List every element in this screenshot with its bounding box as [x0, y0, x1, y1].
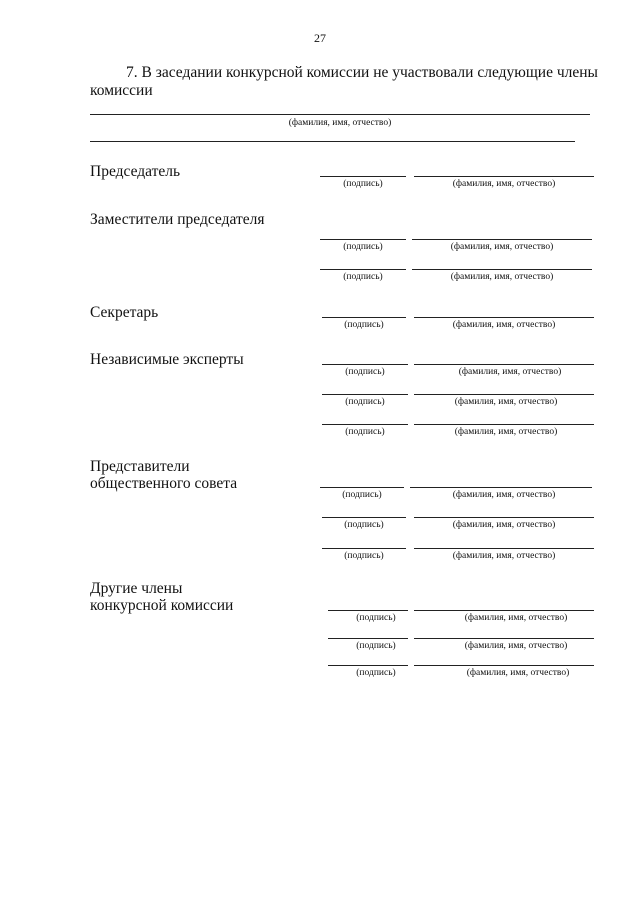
name-caption: (фамилия, имя, отчество)	[464, 641, 568, 651]
name-line	[414, 176, 594, 177]
name-line	[414, 317, 594, 318]
name-caption: (фамилия, имя, отчество)	[466, 668, 570, 678]
signature-line	[322, 424, 408, 425]
name-caption: (фамилия, имя, отчество)	[450, 272, 554, 282]
name-caption: (фамилия, имя, отчество)	[464, 613, 568, 623]
name-caption: (фамилия, имя, отчество)	[452, 520, 556, 530]
heading-line-2: комиссии	[90, 82, 153, 99]
section-heading	[90, 64, 610, 100]
name-line	[412, 239, 592, 240]
absent-members-line-2	[90, 141, 575, 142]
name-line	[410, 487, 592, 488]
signature-caption: (подпись)	[345, 427, 385, 437]
signature-caption: (подпись)	[344, 520, 384, 530]
signature-line	[320, 487, 404, 488]
signature-caption: (подпись)	[356, 641, 396, 651]
name-line	[414, 548, 594, 549]
signature-line	[328, 638, 408, 639]
signature-line	[328, 610, 408, 611]
absent-members-line	[90, 114, 590, 115]
signature-line	[322, 548, 406, 549]
signature-caption: (подпись)	[344, 551, 384, 561]
signature-caption: (подпись)	[344, 320, 384, 330]
signature-caption: (подпись)	[345, 367, 385, 377]
signature-caption: (подпись)	[345, 397, 385, 407]
signature-line	[320, 239, 406, 240]
name-line	[414, 610, 594, 611]
name-line	[414, 665, 594, 666]
signature-caption: (подпись)	[342, 490, 382, 500]
signature-caption: (подпись)	[343, 242, 383, 252]
signature-caption: (подпись)	[356, 668, 396, 678]
role-independent-experts: Независимые эксперты	[90, 351, 244, 368]
signature-line	[322, 364, 408, 365]
name-caption: (фамилия, имя, отчество)	[450, 242, 554, 252]
signature-line	[320, 269, 406, 270]
role-chairman: Председатель	[90, 163, 181, 180]
page-number: 27	[314, 31, 326, 45]
name-line	[414, 517, 594, 518]
name-line	[414, 394, 594, 395]
role-secretary: Секретарь	[90, 304, 159, 321]
name-line	[412, 269, 592, 270]
name-caption: (фамилия, имя, отчество)	[452, 490, 556, 500]
signature-line	[328, 665, 408, 666]
name-line	[414, 638, 594, 639]
name-line	[414, 424, 594, 425]
signature-caption: (подпись)	[343, 179, 383, 189]
name-caption: (фамилия, имя, отчество)	[452, 320, 556, 330]
name-caption: (фамилия, имя, отчество)	[452, 179, 556, 189]
signature-caption: (подпись)	[343, 272, 383, 282]
name-caption: (фамилия, имя, отчество)	[458, 367, 562, 377]
name-caption: (фамилия, имя, отчество)	[452, 551, 556, 561]
signature-line	[322, 394, 408, 395]
signature-line	[320, 176, 406, 177]
role-deputy-chairmen: Заместители председателя	[90, 211, 265, 228]
signature-caption: (подпись)	[356, 613, 396, 623]
absent-members-caption: (фамилия, имя, отчество)	[288, 118, 392, 128]
heading-line-1: 7. В заседании конкурсной комиссии не участвовали следующие члены	[126, 64, 598, 81]
signature-line	[322, 317, 406, 318]
signature-line	[322, 517, 406, 518]
role-other-commission-members: Другие члены конкурсной комиссии	[90, 580, 234, 614]
name-line	[414, 364, 594, 365]
name-caption: (фамилия, имя, отчество)	[454, 427, 558, 437]
name-caption: (фамилия, имя, отчество)	[454, 397, 558, 407]
role-public-council-representatives: Представители общественного совета	[90, 458, 238, 492]
